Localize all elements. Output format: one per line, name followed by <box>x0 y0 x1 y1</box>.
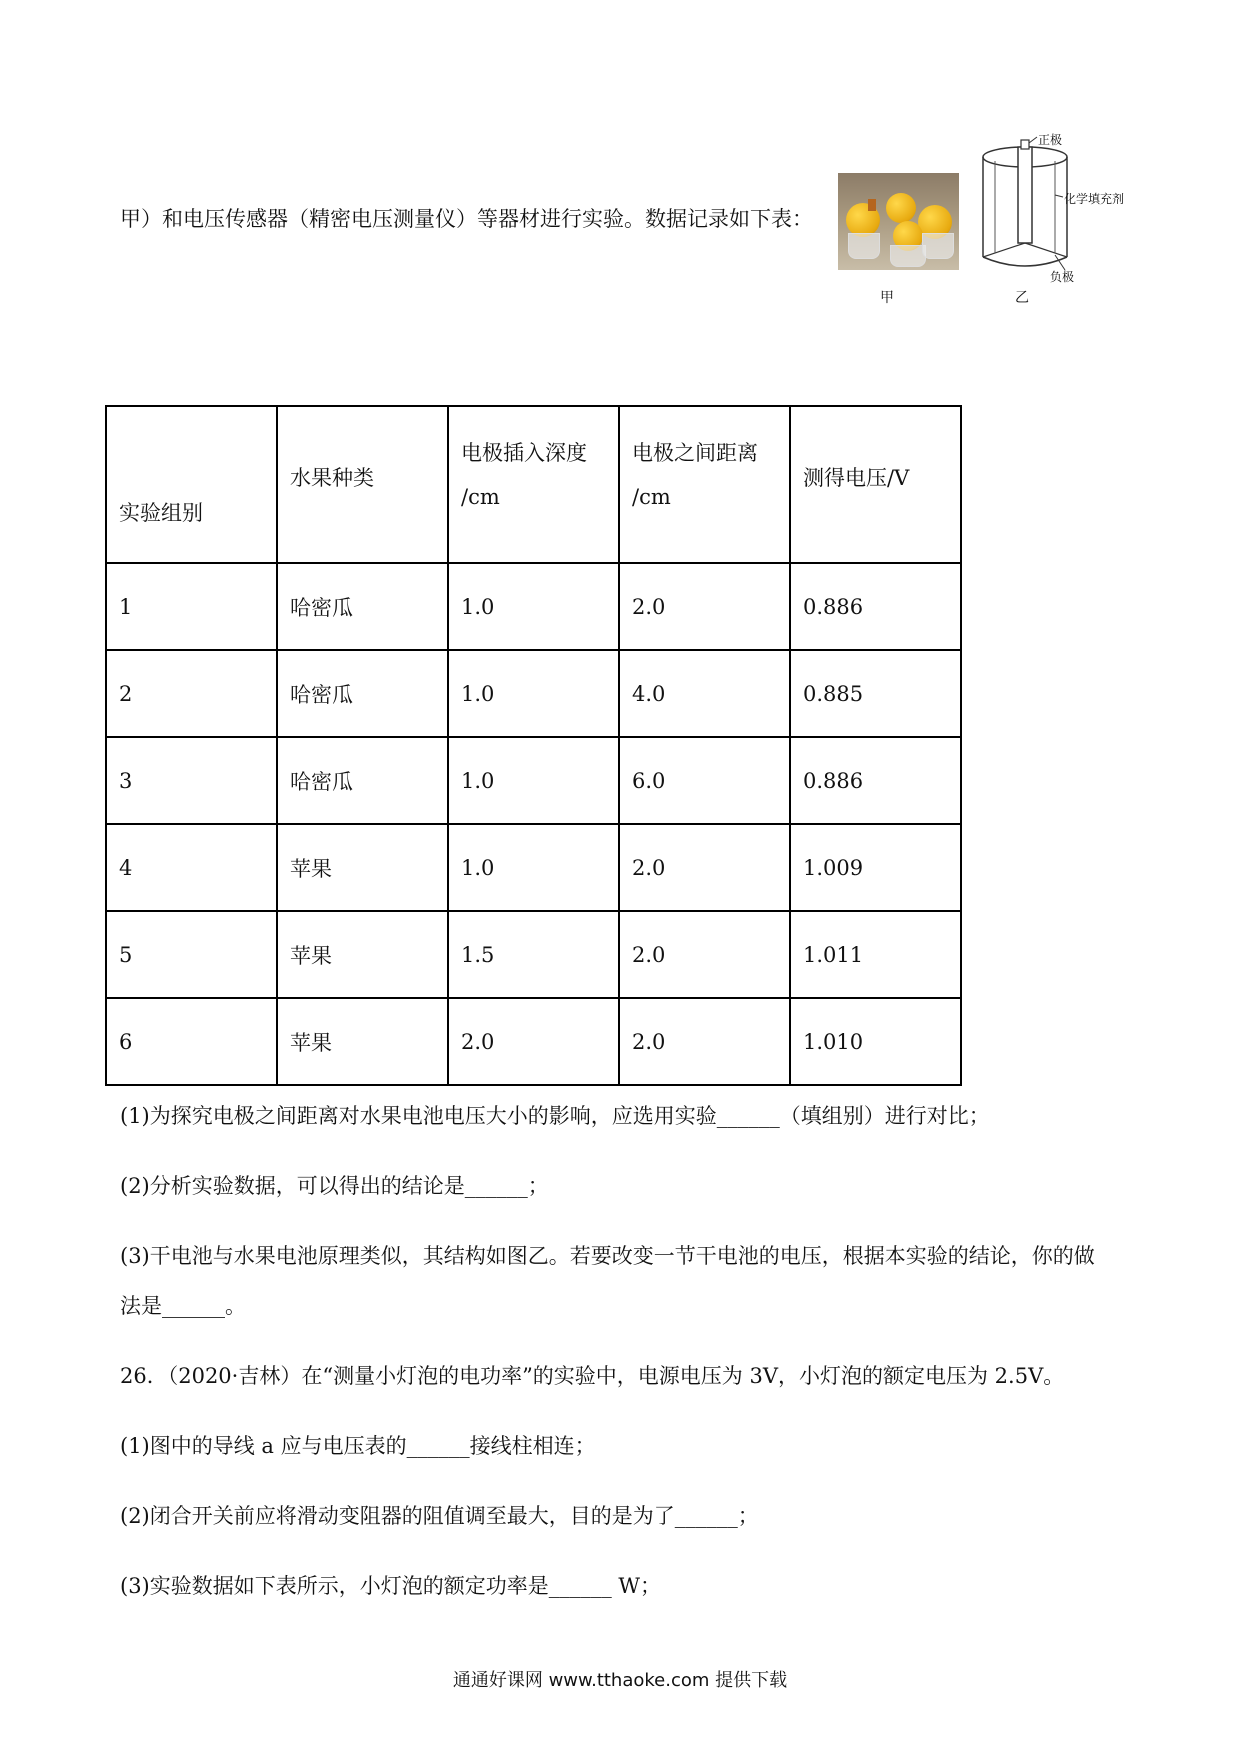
cell-depth: 1.5 <box>448 911 619 998</box>
problem-26-question-2: (2)闭合开关前应将滑动变阻器的阻值调至最大，目的是为了______； <box>120 1504 759 1528</box>
cup-image <box>890 245 926 267</box>
cell-group: 1 <box>106 563 277 650</box>
cell-fruit: 苹果 <box>277 998 448 1085</box>
fruit-battery-photo <box>838 173 959 270</box>
chemical-filler-label: 化学填充剂 <box>1064 192 1125 206</box>
cell-distance: 6.0 <box>619 737 790 824</box>
cell-group: 6 <box>106 998 277 1085</box>
cell-distance: 2.0 <box>619 998 790 1085</box>
figure-jia-caption: 甲 <box>880 290 894 306</box>
table-row <box>106 563 961 650</box>
cell-fruit: 哈密瓜 <box>277 650 448 737</box>
table-row <box>106 737 961 824</box>
cell-depth: 1.0 <box>448 650 619 737</box>
cell-group: 3 <box>106 737 277 824</box>
cell-distance: 4.0 <box>619 650 790 737</box>
cell-fruit: 哈密瓜 <box>277 737 448 824</box>
cup-image <box>922 233 954 259</box>
problem-26-title: 26．（2020·吉林）在“测量小灯泡的电功率”的实验中，电源电压为 3V，小灯泡的额定电压为 2.5V。 <box>120 1364 1065 1388</box>
cell-voltage: 1.010 <box>790 998 961 1085</box>
question-1: (1)为探究电极之间距离对水果电池电压大小的影响，应选用实验______（填组别）进行对比； <box>120 1104 990 1128</box>
table-row <box>106 650 961 737</box>
table-header-row <box>106 406 961 563</box>
table-row <box>106 824 961 911</box>
cell-depth: 1.0 <box>448 737 619 824</box>
header-cell-voltage: 测得电压/V <box>790 406 961 563</box>
header-cell-distance: 电极之间距离 /cm <box>619 406 790 563</box>
question-3-line-1: (3)干电池与水果电池原理类似，其结构如图乙。若要改变一节干电池的电压，根据本实验的结论，你的做 <box>120 1244 1095 1268</box>
cell-voltage: 1.011 <box>790 911 961 998</box>
problem-26-question-3: (3)实验数据如下表所示，小灯泡的额定功率是______ W； <box>120 1574 662 1598</box>
header-cell-fruit: 水果种类 <box>277 406 448 563</box>
problem-26-question-1: (1)图中的导线 a 应与电压表的______接线柱相连； <box>120 1434 596 1458</box>
table-row <box>106 911 961 998</box>
table-row <box>106 998 961 1085</box>
question-3-line-2: 法是______。 <box>120 1294 246 1318</box>
cell-distance: 2.0 <box>619 563 790 650</box>
cup-image <box>848 233 880 259</box>
cell-distance: 2.0 <box>619 911 790 998</box>
cell-group: 5 <box>106 911 277 998</box>
question-2: (2)分析实验数据，可以得出的结论是______； <box>120 1174 549 1198</box>
electrode-image <box>868 199 876 211</box>
header-cell-group: 实验组别 <box>106 406 277 563</box>
cell-depth: 1.0 <box>448 563 619 650</box>
negative-terminal-label: 负极 <box>1050 270 1075 284</box>
header-cell-depth: 电极插入深度 /cm <box>448 406 619 563</box>
experiment-data-table <box>105 405 962 1086</box>
cell-fruit: 苹果 <box>277 824 448 911</box>
cell-group: 2 <box>106 650 277 737</box>
positive-terminal-label: 正极 <box>1038 133 1063 147</box>
cell-voltage: 0.886 <box>790 563 961 650</box>
cell-depth: 1.0 <box>448 824 619 911</box>
cell-voltage: 0.886 <box>790 737 961 824</box>
cell-depth: 2.0 <box>448 998 619 1085</box>
figure-yi-caption: 乙 <box>1015 290 1029 306</box>
fruit-image <box>886 193 916 223</box>
cell-distance: 2.0 <box>619 824 790 911</box>
cell-voltage: 1.009 <box>790 824 961 911</box>
cell-fruit: 苹果 <box>277 911 448 998</box>
cell-voltage: 0.885 <box>790 650 961 737</box>
page-footer: 通通好课网 www.tthaoke.com 提供下载 <box>452 1670 788 1691</box>
cell-fruit: 哈密瓜 <box>277 563 448 650</box>
intro-text: 甲）和电压传感器（精密电压测量仪）等器材进行实验。数据记录如下表： <box>120 207 813 231</box>
cell-group: 4 <box>106 824 277 911</box>
